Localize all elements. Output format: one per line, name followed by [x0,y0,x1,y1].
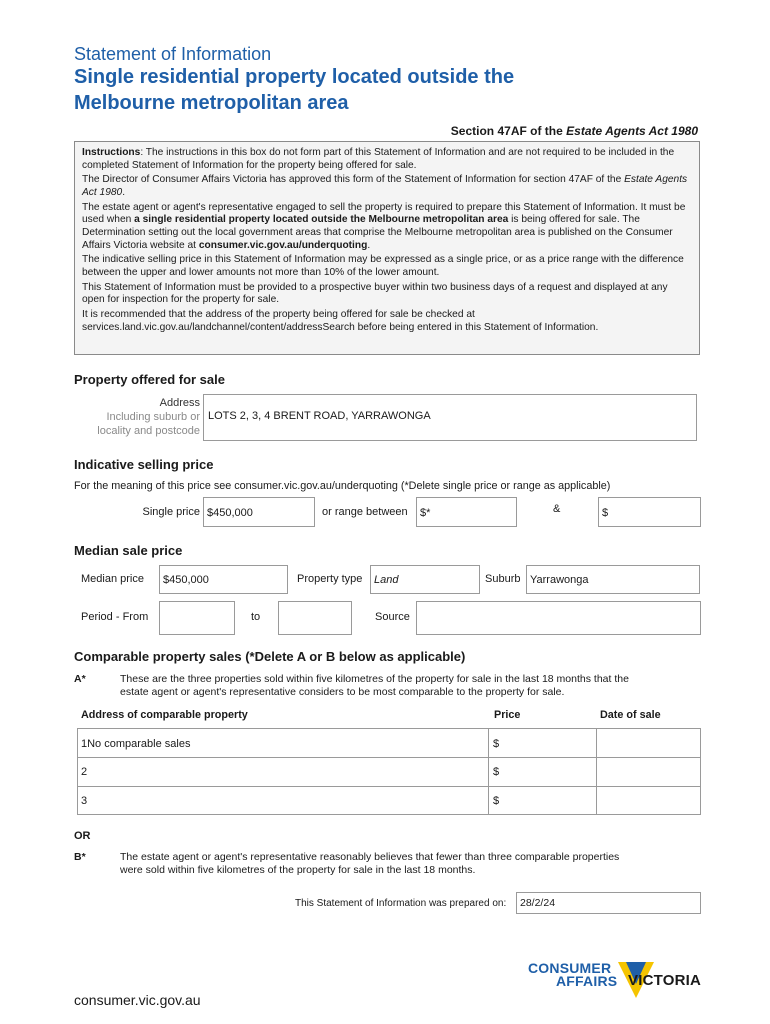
instructions-p3 [82,202,692,252]
comparable-price-1[interactable]: $ [493,738,500,750]
single-price-field[interactable] [203,497,315,527]
or-label: OR [74,830,91,842]
option-a-marker: A* [74,673,86,685]
option-b-text-line1: The estate agent or agent's representative reasonably believes that fewer than three comparable properties [120,851,620,863]
suburb-value: Yarrawonga [530,574,589,586]
indicative-heading: Indicative selling price [74,457,214,472]
median-price-field[interactable] [159,565,288,594]
logo-text-consumer: CONSUMER [528,960,612,976]
address-label: Address [159,397,200,409]
range-high-field[interactable] [598,497,701,527]
property-type-field[interactable] [370,565,480,594]
period-to-field[interactable] [278,601,352,635]
range-low-value: $* [420,507,431,519]
instructions-box [74,141,700,355]
option-a-text-line2: estate agent or agent's representative considers to be most comparable to the property for sale. [120,686,565,698]
comparable-address-3[interactable]: 3 [81,795,88,807]
comparable-table [77,728,701,815]
instructions-p3-end: . [367,239,371,251]
section-act: Estate Agents Act 1980 [566,124,698,138]
logo-text-victoria: VICTORIA [628,972,701,989]
prepared-on-field[interactable] [516,892,701,914]
section-reference [451,124,698,138]
period-from-field[interactable] [159,601,235,635]
median-heading: Median sale price [74,543,183,558]
instructions-p1 [82,147,692,172]
form-kicker: Statement of Information [74,44,272,64]
instructions-p5: This Statement of Information must be provided to a prospective buyer within two business days of a request and displayed at any open for inspection for the property for sale. [82,281,668,306]
instructions-p2-end: . [122,186,126,198]
logo-text-affairs: AFFAIRS [556,973,618,989]
col-date-header: Date of sale [600,709,661,721]
footer-url[interactable]: consumer.vic.gov.au [74,992,201,1008]
form-title-line1: Single residential property located outside the [74,66,515,88]
comparable-address-1[interactable]: 1No comparable sales [81,738,191,750]
consumer-affairs-victoria-logo [528,960,703,1004]
option-a-text-line1: These are the three properties sold within five kilometres of the property for sale in the last 18 months that the [120,673,629,685]
option-b-text-line2: were sold within five kilometres of the property for sale in the last 18 months. [120,864,476,876]
instructions-p3-text: The estate agent or agent's representative engaged to sell the property is required to prepare this Statement of Information. It must be used when [82,201,686,226]
address-label-suburb: Including suburb or [106,411,200,423]
period-to-label: to [251,611,261,623]
single-price-value: $450,000 [207,507,253,519]
range-ampersand: & [553,503,561,515]
source-label: Source [375,611,410,623]
address-value: LOTS 2, 3, 4 BRENT ROAD, YARRAWONGA [208,410,431,422]
address-label-postcode: locality and postcode [97,425,200,437]
underquoting-link[interactable]: consumer.vic.gov.au/underquoting [198,239,368,251]
comparable-price-3[interactable]: $ [493,795,500,807]
suburb-field[interactable] [526,565,700,594]
suburb-label: Suburb [485,573,521,585]
instructions-p3-mid: is being offered for sale. The Determination setting out the local government areas that comprise the Melbourne metropolitan area is published on the Consumer Affairs Victoria website at [82,214,673,251]
col-address-header: Address of comparable property [81,709,248,721]
range-high-value: $ [602,507,609,519]
range-label: or range between [322,506,408,518]
property-heading: Property offered for sale [74,372,225,387]
option-b-marker: B* [74,851,86,863]
range-low-field[interactable] [416,497,517,527]
form-title-line2: Melbourne metropolitan area [74,92,349,114]
instructions-p4: The indicative selling price in this Statement of Information may be expressed as a single price, or as a price range with the difference between the upper and lower amounts not more than 10% of the lower amount. [82,254,684,278]
comparable-address-2[interactable]: 2 [81,766,88,778]
property-type-value: Land [374,574,399,586]
instructions-p6: It is recommended that the address of the property being offered for sale be checked at services.land.vic.gov.au/landchannel/content/addressSearch before being entered in this Statement of Information. [82,309,599,333]
instructions-p2-text: The Director of Consumer Affairs Victoria has approved this form of the Statement of Information for section 47AF of the [82,174,625,186]
comparable-heading: Comparable property sales (*Delete A or B below as applicable) [74,649,466,664]
single-price-label: Single price [142,506,200,518]
comparable-price-2[interactable]: $ [493,766,500,778]
instructions-p2 [82,174,692,199]
median-price-label: Median price [81,573,144,585]
period-from-label: Period - From [81,611,149,623]
col-price-header: Price [494,709,521,721]
indicative-note: For the meaning of this price see consumer.vic.gov.au/underquoting (*Delete single price or range as applicable) [74,480,611,492]
median-price-value: $450,000 [163,574,209,586]
source-field[interactable] [416,601,701,635]
table-row [78,729,700,758]
instructions-heading: Instructions [82,147,141,158]
instructions-p1-text: : The instructions in this box do not form part of this Statement of Information and are not required to be included in the completed Statement of Information for the property being offered for sale. [82,147,675,171]
prepared-on-value: 28/2/24 [520,897,556,909]
table-row [78,758,700,787]
section-prefix: Section 47AF of the [450,124,567,138]
address-field[interactable] [203,394,697,441]
instructions-p2-act: Estate Agents Act 1980 [82,174,688,198]
instructions-p3-bold: a single residential property located outside the Melbourne metropolitan area [134,214,509,226]
table-row [78,787,700,815]
prepared-on-label: This Statement of Information was prepared on: [295,898,507,909]
property-type-label: Property type [297,573,363,585]
